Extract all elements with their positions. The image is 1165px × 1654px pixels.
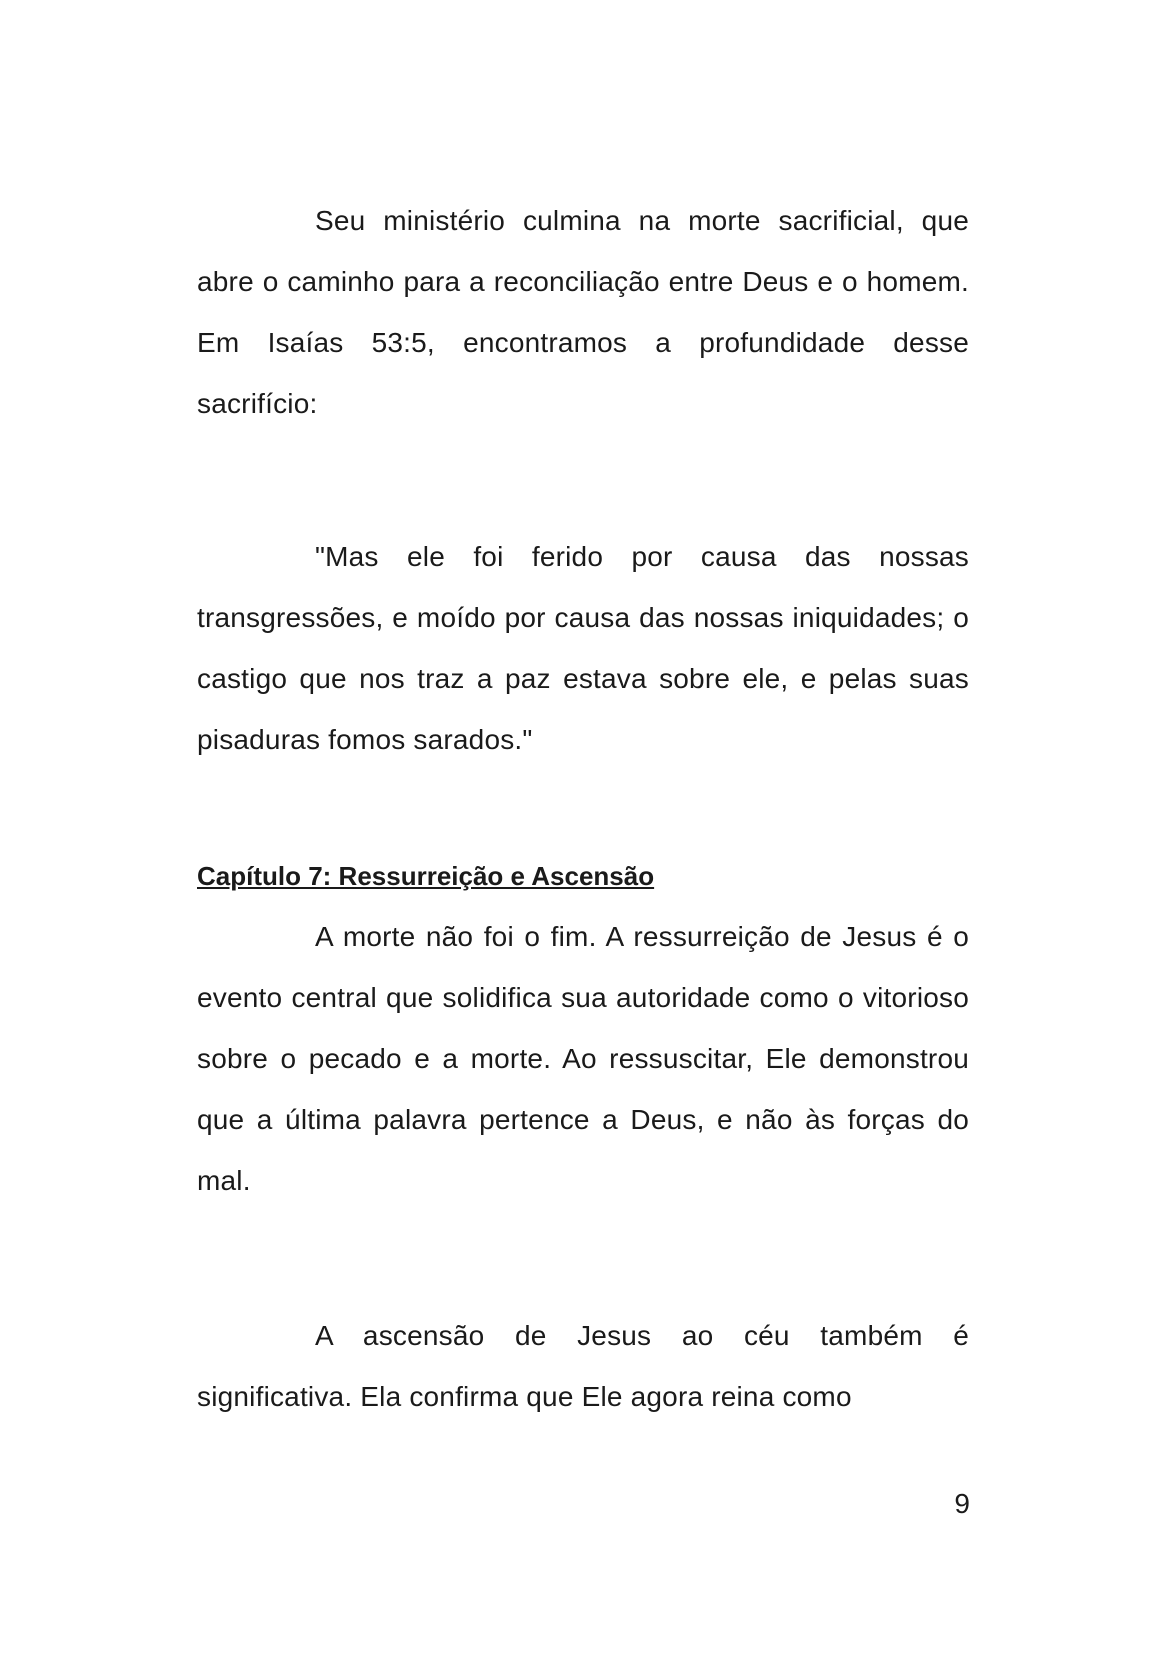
paragraph-ascension: A ascensão de Jesus ao céu também é significativa. Ela confirma que Ele agora reina como [197, 1320, 969, 1412]
paragraph-isaiah-quote: "Mas ele foi ferido por causa das nossas transgressões, e moído por causa das nossas iniquidades; o castigo que nos traz a paz estava sobre ele, e pelas suas pisaduras fomos sarados." [197, 541, 969, 755]
paragraph-ministry-sacrifice: Seu ministério culmina na morte sacrificial, que abre o caminho para a reconciliação entre Deus e o homem. Em Isaías 53:5, encontramos a profundidade desse sacrifício: [197, 205, 969, 419]
chapter-heading: Capítulo 7: Ressurreição e Ascensão [197, 861, 655, 891]
page-number: 9 [954, 1488, 970, 1519]
paragraph-resurrection: A morte não foi o fim. A ressurreição de Jesus é o evento central que solidifica sua autoridade como o vitorioso sobre o pecado e a morte. Ao ressuscitar, Ele demonstrou que a última palavra pertence a Deus, e não às forças do mal. [197, 921, 969, 1196]
